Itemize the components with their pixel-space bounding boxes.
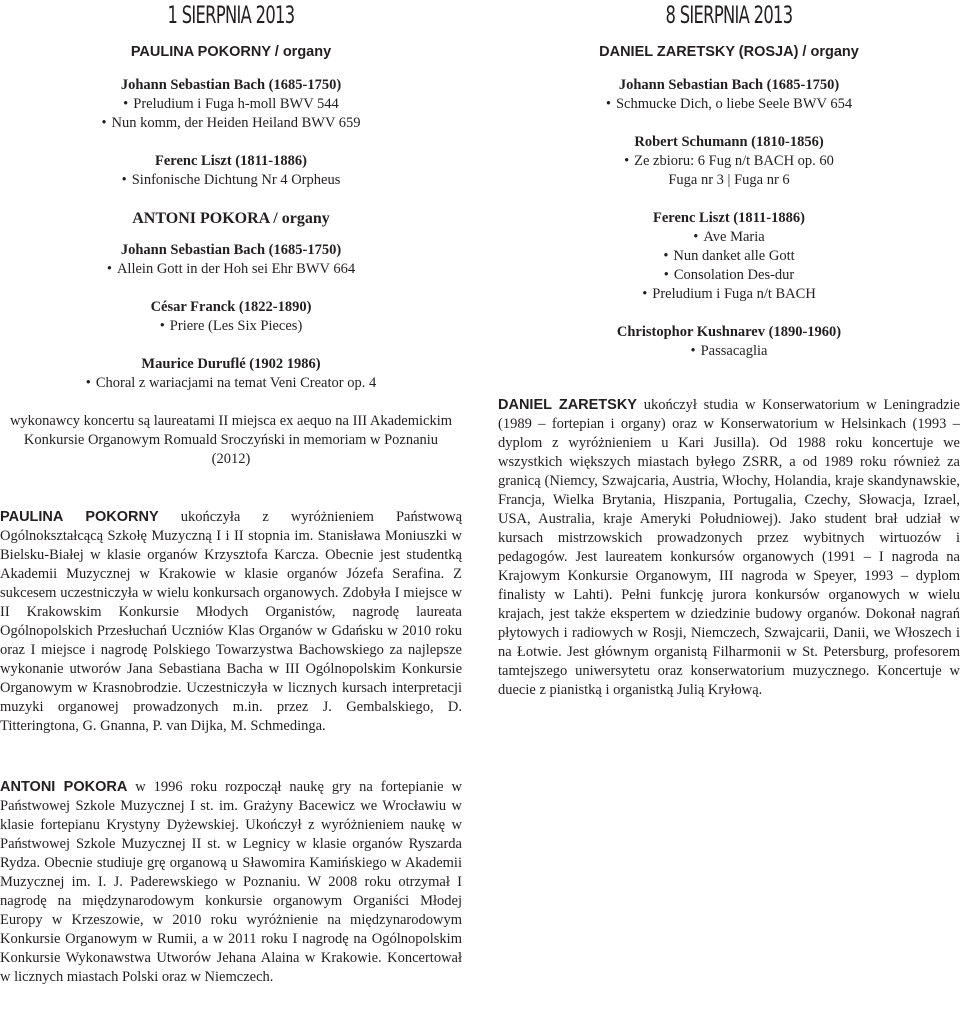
bullet-icon: • <box>663 248 669 264</box>
bio-name: DANIEL ZARETSKY <box>498 397 637 413</box>
composer-name: Johann Sebastian Bach (1685-1750) <box>120 242 342 258</box>
bullet-icon: • <box>101 115 107 131</box>
concert-date-right: 8 SIERPNIA 2013 <box>665 1 793 29</box>
composer-name: Maurice Duruflé (1902 1986) <box>141 356 321 372</box>
bio-pokora <box>0 778 462 987</box>
bullet-icon: • <box>642 286 648 302</box>
piece-title: Preludium i Fuga h-moll BWV 544 <box>133 96 339 112</box>
piece-item <box>0 114 462 133</box>
program-zaretsky <box>498 76 960 361</box>
composer-name: Robert Schumann (1810-1856) <box>634 134 824 150</box>
piece-title: Ave Maria <box>703 229 765 245</box>
left-column <box>0 0 462 491</box>
program-pokorny <box>0 76 462 190</box>
composer-name: Johann Sebastian Bach (1685-1750) <box>120 77 342 93</box>
bullet-icon: • <box>605 96 611 112</box>
program-block <box>0 241 462 279</box>
composer-name: Christophor Kushnarev (1890-1960) <box>616 324 842 340</box>
bio-text: ukończyła z wyróżnieniem Państwową Ogólnokształcącą Szkołę Muzyczną I i II stopnia im. Stanisława Moniuszki w Bielsku-Białej w klasie organów Krzysztofa Karcza. Obecnie jest studentką Akademii Muzycznej w Krakowie w klasie organów Józefa Serafina. Z sukcesem uczestniczyła w wielu konkursach organowych. Zdobyła I miejsce w II Krakowskim Konkursie Młodych Organistów, nagrodę laureata Ogólnopolskich Przesłuchań Uczniów Klas Organów w Gdańsku w 2010 roku oraz I miejsce i nagrodę Polskiego Towarzystwa Bachowskiego za najlepsze wykonanie utworów Jana Sebastiana Bacha w III Ogólnopolskim Konkursie Organowym w Krasnobrodzie. Uczestniczyła w licznych kursach interpretacji muzyki organowej prowadzonych m.in. przez J. Gembalskiego, D. Titteringtona, G. Gnanna, P. van Dijka, M. Schmedinga. <box>0 509 463 734</box>
performer-heading-pokorny: PAULINA POKORNY / organy <box>130 44 332 60</box>
bullet-icon: • <box>690 343 696 359</box>
bio-name: ANTONI POKORA <box>0 779 128 795</box>
bio-pokorny <box>0 508 462 736</box>
bio-paragraph <box>0 778 462 987</box>
bio-zaretsky <box>498 396 960 700</box>
program-pokora <box>0 241 462 393</box>
piece-title: Ze zbioru: 6 Fug n/t BACH op. 60 <box>634 153 834 169</box>
program-block <box>498 323 960 361</box>
piece-item <box>0 317 462 336</box>
piece-title: Priere (Les Six Pieces) <box>169 318 303 334</box>
bio-name: PAULINA POKORNY <box>0 509 159 525</box>
piece-item <box>0 260 462 279</box>
piece-item <box>0 95 462 114</box>
piece-title: Allein Gott in der Hoh sei Ehr BWV 664 <box>116 261 356 277</box>
program-block <box>498 209 960 304</box>
bullet-icon: • <box>85 375 91 391</box>
program-block <box>0 355 462 393</box>
bullet-icon: • <box>624 153 630 169</box>
bio-paragraph <box>0 508 462 736</box>
piece-item <box>0 171 462 190</box>
bullet-icon: • <box>693 229 699 245</box>
composer-name: Johann Sebastian Bach (1685-1750) <box>618 77 840 93</box>
program-block <box>0 298 462 336</box>
piece-title: Passacaglia <box>700 343 768 359</box>
concert-date-left: 1 SIERPNIA 2013 <box>167 1 295 29</box>
bio-text: ukończył studia w Konserwatorium w Leningradzie (1989 – fortepian i organy) oraz w Konserwatorium w Helsinkach (1993 – dyplom z wyróżnieniem u Kari Jusilla). Od 1988 roku koncertuje we wszystkich większych miastach byłego ZSRR, a od 1989 roku również za granicą (Niemcy, Szwajcaria, Austria, Włochy, Holandia, kraje skandynawskie, Francja, Wielka Brytania, Hiszpania, Portugalia, Czechy, Słowacja, Izrael, USA, Australia, kraje Ameryki Południowej). Jako student brał udział w kursach mistrzowskich prowadzonych przez wybitnych wirtuozów i pedagogów. Jest laureatem konkursów organowych (1991 – I nagroda na Krajowym Konkursie Organowym, III nagroda w Speyer, 1993 – dyplom finalisty w Lahti). Pełni funkcję jurora konkursów organowych w wielu krajach, jest także ekspertem w dziedzinie budowy organów. Dokonał nagrań płytowych i radiowych w Rosji, Niemczech, Szwajcarii, Danii, we Włoszech i na Łotwie. Jest głównym organistą Filharmonii w St. Petersburg, profesorem tamtejszego uniwersytetu oraz konserwatorium muzycznego. Koncertuje w duecie z pianistką i organistką Julią Kryłową. <box>498 397 960 698</box>
piece-item <box>498 342 960 361</box>
bullet-icon: • <box>663 267 669 283</box>
piece-title: Sinfonische Dichtung Nr 4 Orpheus <box>131 172 341 188</box>
piece-item <box>498 266 960 285</box>
bullet-icon: • <box>106 261 112 277</box>
bio-text: w 1996 roku rozpoczął naukę gry na fortepianie w Państwowej Szkole Muzycznej I st. im. Grażyny Bacewicz we Wrocławiu w klasie fortepianu Krystyny Dyżewskiej. Ukończył z wyróżnieniem naukę w Państwowej Szkole Muzycznej II st. w Legnicy w klasie organów Ryszarda Rydza. Obecnie studiuje grę organową u Sławomira Kamińskiego w Akademii Muzycznej im. I. J. Paderewskiego w Poznaniu. W 2008 roku otrzymał I nagrodę na międzynarodowym konkursie organowym Organiści Młodej Europy w Krzeszowie, w 2010 roku wyróżnienie na międzynarodowym Konkursie Organowym w Rumii, a w 2011 roku I nagrodę na Ogólnopolskim Konkursie Wykonawstwa Utworów Jehana Alaina w Krakowie. Koncertował w licznych miastach Polski oraz w Niemczech. <box>0 779 462 985</box>
program-block <box>0 152 462 190</box>
program-block <box>498 133 960 190</box>
bullet-icon: • <box>159 318 165 334</box>
piece-item <box>498 285 960 304</box>
composer-name: Ferenc Liszt (1811-1886) <box>653 210 805 226</box>
bullet-icon: • <box>121 172 127 188</box>
piece-item <box>498 247 960 266</box>
right-column <box>498 0 960 380</box>
piece-subtitle: Fuga nr 3 | Fuga nr 6 <box>668 172 790 188</box>
performer-heading-zaretsky: DANIEL ZARETSKY (ROSJA) / organy <box>599 44 859 60</box>
laureate-note: wykonawcy koncertu są laureatami II miejsca ex aequo na III Akademickim Konkursie Organowym Romuald Sroczyński in memoriam w Poznaniu (2012) <box>9 413 453 467</box>
program-block <box>498 76 960 114</box>
composer-name: Ferenc Liszt (1811-1886) <box>155 153 307 169</box>
performer-heading-pokora: ANTONI POKORA / organy <box>132 210 330 227</box>
bio-paragraph <box>498 396 960 700</box>
composer-name: César Franck (1822-1890) <box>150 299 312 315</box>
program-block <box>0 76 462 133</box>
piece-item <box>498 228 960 247</box>
piece-title: Nun danket alle Gott <box>673 248 795 264</box>
piece-item <box>498 95 960 114</box>
piece-title: Consolation Des-dur <box>673 267 795 283</box>
piece-item <box>498 152 960 171</box>
bullet-icon: • <box>123 96 129 112</box>
piece-item <box>0 374 462 393</box>
piece-title: Nun komm, der Heiden Heiland BWV 659 <box>111 115 361 131</box>
piece-title: Choral z wariacjami na temat Veni Creator op. 4 <box>95 375 377 391</box>
piece-title: Schmucke Dich, o liebe Seele BWV 654 <box>615 96 853 112</box>
piece-title: Preludium i Fuga n/t BACH <box>652 286 816 302</box>
